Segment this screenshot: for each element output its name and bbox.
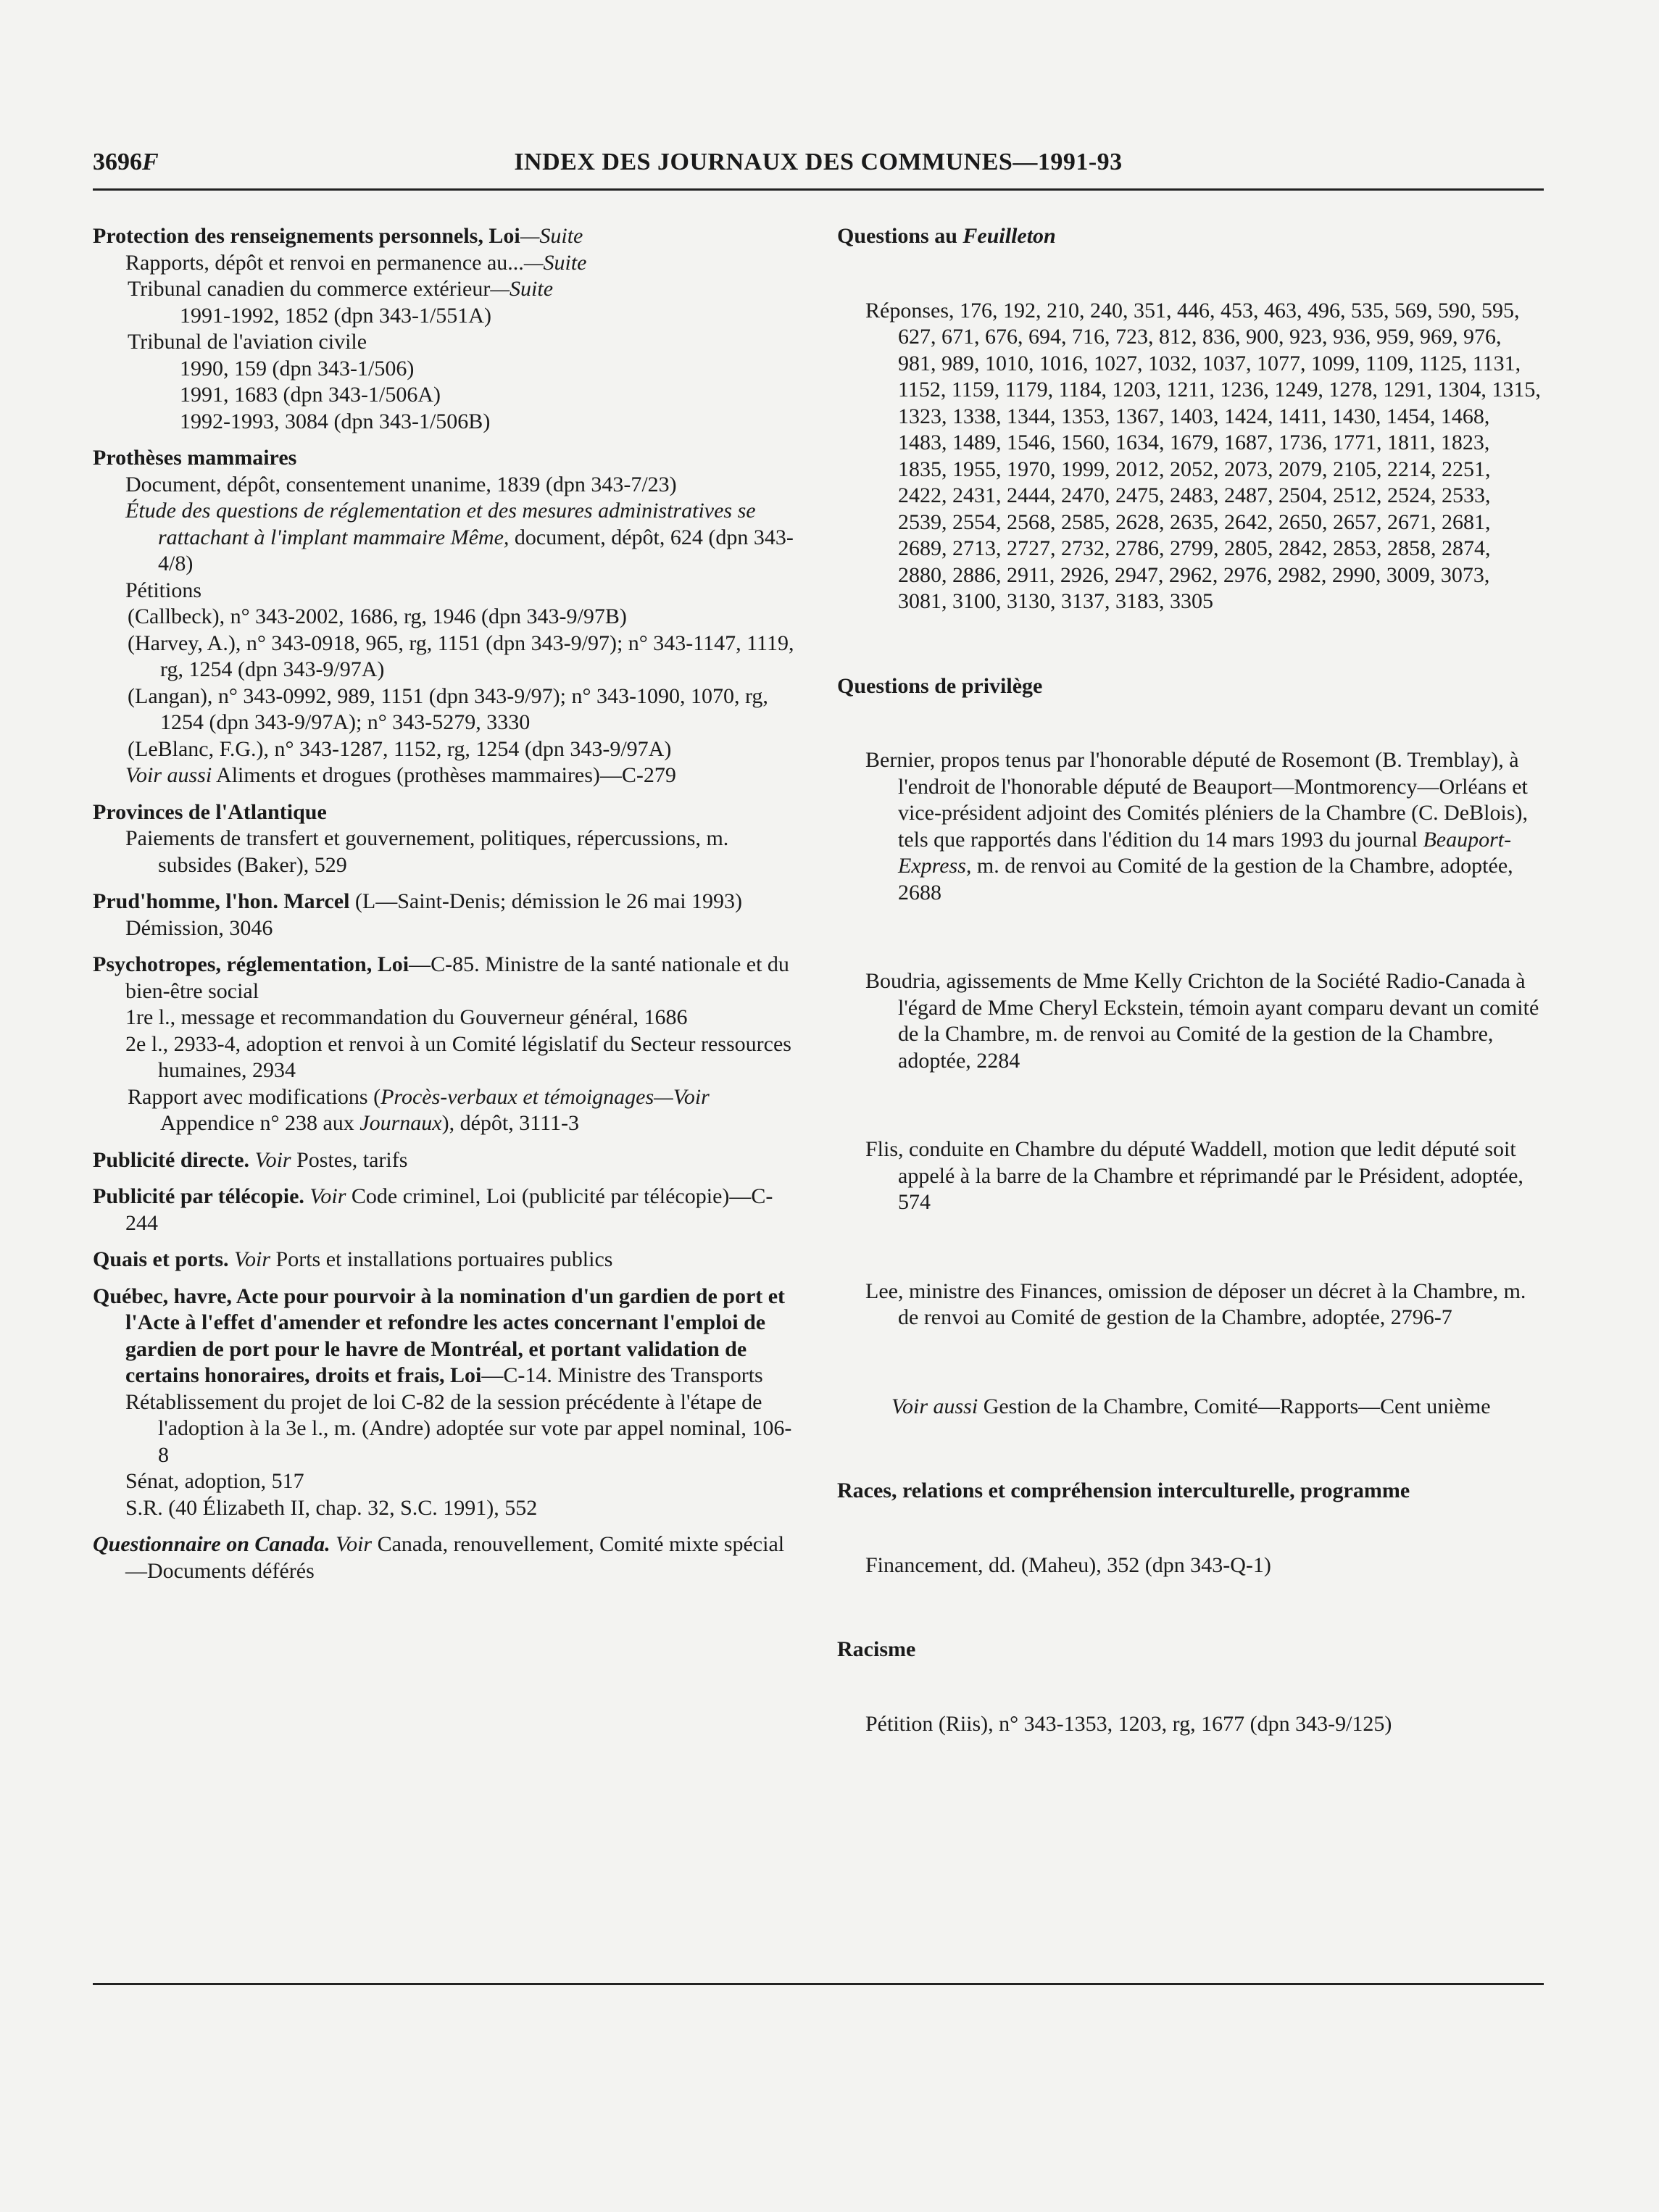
- entry-questions-feuilleton: Questions au Feuilleton Réponses, 176, 192, 210, 240, 351, 446, 453, 463, 496, 535, 569, 590, 595, 627, 671, 676, 694, 716, 723, 812, 836, 900, 923, 936, 959, 969, 976, 981, 989, 1010, 1016, 1027, 1032, 1037, 1077, 1099, 1109, 1125, 1131, 1152, 1159, 1179, 1184, 1203, 1211, 1236, 1249, 1278, 1291, 1304, 1315, 1323, 1338, 1344, 1353, 1367, 1403, 1424, 1411, 1430, 1454, 1468, 1483, 1489, 1546, 1560, 1634, 1679, 1687, 1736, 1771, 1811, 1823, 1835, 1955, 1970, 1999, 2012, 2052, 2073, 2079, 2105, 2214, 2251, 2422, 2431, 2444, 2470, 2475, 2483, 2487, 2504, 2512, 2524, 2533, 2539, 2554, 2568, 2585, 2628, 2635, 2642, 2650, 2657, 2671, 2681, 2689, 2713, 2727, 2732, 2786, 2799, 2805, 2842, 2853, 2858, 2874, 2880, 2886, 2911, 2926, 2947, 2962, 2976, 2982, 2990, 3009, 3073, 3081, 3100, 3130, 3137, 3183, 3305: [837, 224, 1541, 613]
- header-rule: [93, 188, 1544, 191]
- entry-questionnaire: Questionnaire on Canada. Voir Canada, renouvellement, Comité mixte spécial—Documents déférés: [93, 1532, 785, 1583]
- entry-publicite-directe: Publicité directe. Voir Postes, tarifs: [93, 1147, 408, 1172]
- entry-psychotropes: Psychotropes, réglementation, Loi—C-85. Ministre de la santé nationale et du bien-être social 1re l., message et recommandation du Gouverneur général, 1686 2e l., 2933-4, adoption et renvoi à un Comité législatif du Secteur ressources humaines, 2934 Rapport avec modifications (Procès-verbaux et témoignages—Voir Appendice n° 238 aux Journaux), dépôt, 3111-3: [93, 952, 791, 1135]
- entry-provinces: Provinces de l'Atlantique Paiements de transfert et gouvernement, politiques, répercussions, m. subsides (Baker), 529: [93, 799, 729, 877]
- entry-quebec-havre: Québec, havre, Acte pour pourvoir à la nomination d'un gardien de port et l'Acte à l'effet d'amender et refondre les actes concernant l'emploi de gardien de port pour le havre de Montréal, et portant validation de certains honoraires, droits et frais, Loi—C-14. Ministre des Transports Rétablissement du projet de loi C-82 de la session précédente à l'étape de l'adoption à la 3e l., m. (Andre) adoptée sur vote par appel nominal, 106-8 Sénat, adoption, 517 S.R. (40 Élizabeth II, chap. 32, S.C. 1991), 552: [93, 1284, 792, 1520]
- entry-protheses: Prothèses mammaires Document, dépôt, consentement unanime, 1839 (dpn 343-7/23) Étude des questions de réglementation et des mesures administratives se rattachant à l'implant mammaire Même, document, dépôt, 624 (dpn 343-4/8) Pétitions (Callbeck), n° 343-2002, 1686, rg, 1946 (dpn 343-9/97B) (Harvey, A.), n° 343-0918, 965, rg, 1151 (dpn 343-9/97); n° 343-1147, 1119, rg, 1254 (dpn 343-9/97A) (Langan), n° 343-0992, 989, 1151 (dpn 343-9/97); n° 343-1090, 1070, rg, 1254 (dpn 343-9/97A); n° 343-5279, 3330 (LeBlanc, F.G.), n° 343-1287, 1152, rg, 1254 (dpn 343-9/97A) Voir aussi Aliments et drogues (prothèses mammaires)—C-279: [93, 446, 794, 787]
- entry-protection: Protection des renseignements personnels, Loi—Suite Rapports, dépôt et renvoi en permanence au...—Suite Tribunal canadien du commerce extérieur—Suite 1991-1992, 1852 (dpn 343-1/551A) Tribunal de l'aviation civile 1990, 159 (dpn 343-1/506) 1991, 1683 (dpn 343-1/506A) 1992-1993, 3084 (dpn 343-1/506B): [93, 224, 587, 433]
- left-column: [93, 223, 796, 1584]
- running-title: INDEX DES JOURNAUX DES COMMUNES—1991-93: [514, 149, 1123, 175]
- footer-rule: [93, 1983, 1544, 1985]
- entry-quais: Quais et ports. Voir Ports et installations portuaires publics: [93, 1247, 613, 1271]
- entry-questions-privilege: Questions de privilège Bernier, propos tenus par l'honorable député de Rosemont (B. Tremblay), à l'endroit de l'honorable député de Beauport—Montmorency—Orléans et vice-président adjoint des Comités pléniers de la Chambre (C. DeBlois), tels que rapportés dans l'édition du 14 mars 1993 du journal Beauport-Express, m. de renvoi au Comité de la gestion de la Chambre, adoptée, 2688 Boudria, agissements de Mme Kelly Crichton de la Société Radio-Canada à l'égard de Mme Cheryl Eckstein, témoin ayant comparu devant un comité de la Chambre, m. de renvoi au Comité de la gestion de la Chambre, adoptée, 2284 Flis, conduite en Chambre du député Waddell, motion que ledit député soit appelé à la barre de la Chambre et réprimandé par le Président, adoptée, 574 Lee, ministre des Finances, omission de déposer un décret à la Chambre, m. de renvoi au Comité de gestion de la Chambre, adoptée, 2796-7 Voir aussi Gestion de la Chambre, Comité—Rapports—Cent unième: [837, 673, 1539, 1418]
- entry-races: Races, relations et compréhension interculturelle, programme Financement, dd. (Maheu), 352 (dpn 343-Q-1): [837, 1479, 1410, 1577]
- entry-publicite-telecopie: Publicité par télécopie. Voir Code criminel, Loi (publicité par télécopie)—C-244: [93, 1184, 773, 1235]
- right-column: [837, 223, 1544, 1737]
- page-header: [93, 149, 1544, 192]
- entry-racisme: Racisme Pétition (Riis), n° 343-1353, 1203, rg, 1677 (dpn 343-9/125): [837, 1637, 1392, 1736]
- entry-prudhomme: Prud'homme, l'hon. Marcel (L—Saint-Denis; démission le 26 mai 1993) Démission, 3046: [93, 889, 743, 940]
- page-number: 3696F: [93, 149, 159, 175]
